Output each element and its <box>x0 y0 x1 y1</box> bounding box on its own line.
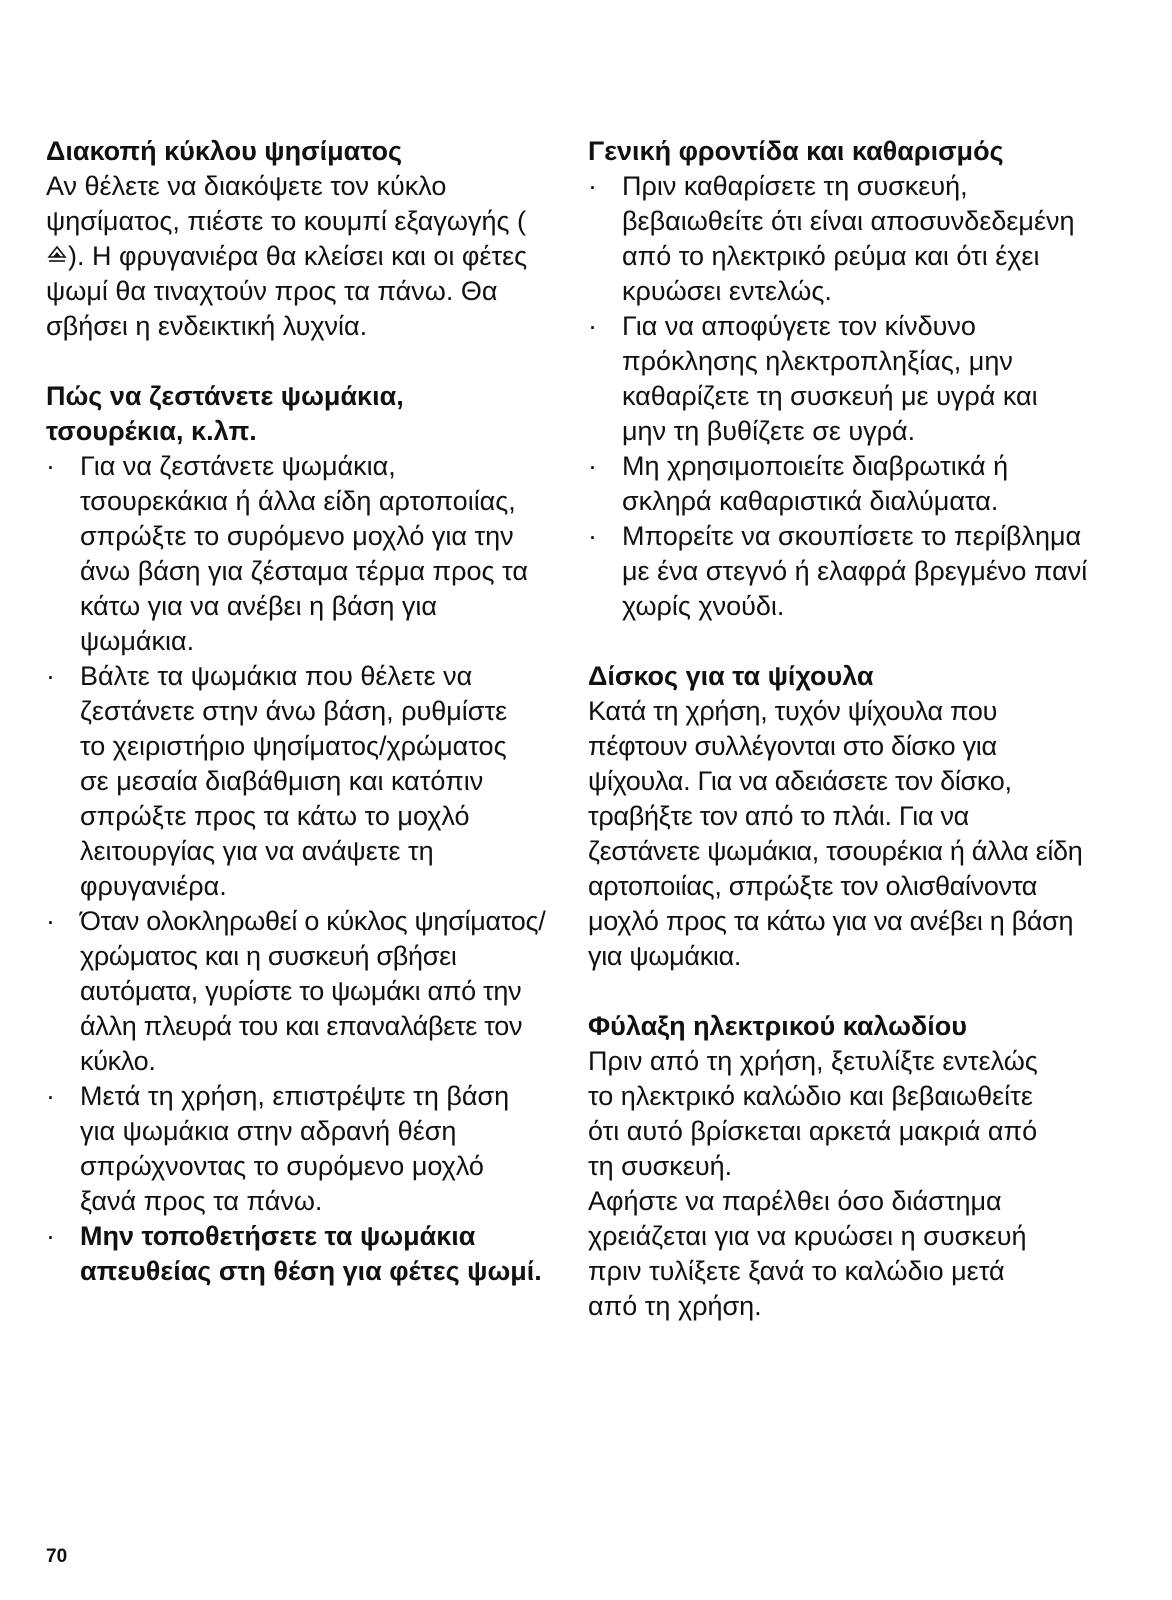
list-item-text: Για να ζεστάνετε ψωμάκια, τσουρεκάκια ή άλλα είδη αρτοποιίας, σπρώξτε το συρόμενο μοχλό για την άνω βάση για ζέσταμα τέρμα προς τα κάτω για να ανέβει η βάση για ψωμάκια. <box>80 451 528 656</box>
section-paragraph: Πριν από τη χρήση, ξετυλίξτε εντελώς το ηλεκτρικό καλώδιο και βεβαιωθείτε ότι αυτό βρίσκεται αρκετά μακριά από τη συσκευή. <box>588 1046 1038 1181</box>
section-heading: Φύλαξη ηλεκτρικού καλωδίου <box>588 1011 968 1041</box>
section-stop-toasting <box>46 134 546 344</box>
bullet-marker: · <box>46 451 55 481</box>
list-item <box>46 449 546 659</box>
list-item-text: Βάλτε τα ψωμάκια που θέλετε να ζεστάνετε στην άνω βάση, ρυθμίστε το χειριστήριο ψησίματος/χρώματος σε μεσαία διαβάθμιση και κατόπιν σπρώξτε προς τα κάτω το μοχλό λειτουργίας για να ανάψετε τη φρυγανιέρα. <box>80 661 508 901</box>
list-item <box>588 519 1088 624</box>
section-crumb-tray <box>588 659 1088 974</box>
list-item-text: Μετά τη χρήση, επιστρέψτε τη βάση για ψωμάκια στην αδρανή θέση σπρώχνοντας το συρόμενο μοχλό ξανά προς τα πάνω. <box>80 1081 510 1216</box>
bullet-marker: · <box>46 661 55 691</box>
section-paragraph <box>46 169 536 344</box>
list-item <box>46 659 510 904</box>
bullet-marker: · <box>588 171 597 201</box>
list-item <box>46 1079 546 1219</box>
eject-icon <box>46 244 68 268</box>
list-item-text: Μην τοποθετήσετε τα ψωμάκια απευθείας στη θέση για φέτες ψωμί. <box>80 1221 542 1286</box>
list-item-warning <box>46 1219 550 1289</box>
paragraph-text: Αν θέλετε να διακόψετε τον κύκλο ψησίματος, πιέστε το κουμπί εξαγωγής ( <box>46 171 526 236</box>
bullet-marker: · <box>588 521 597 551</box>
bullet-list <box>46 449 546 1289</box>
page-number: 70 <box>46 1546 68 1567</box>
right-column <box>588 134 1088 1324</box>
bullet-list <box>588 169 1088 624</box>
list-item-text: Για να αποφύγετε τον κίνδυνο πρόκλησης ηλεκτροπληξίας, μην καθαρίζετε τη συσκευή με υγρά και μην τη βυθίζετε σε υγρά. <box>622 311 1038 446</box>
bullet-marker: · <box>588 451 597 481</box>
list-item <box>588 449 1042 519</box>
list-item <box>588 169 1088 309</box>
list-item-text: Όταν ολοκληρωθεί ο κύκλος ψησίματος/ χρώματος και η συσκευή σβήσει αυτόματα, γυρίστε το ψωμάκι από την άλλη πλευρά του και επαναλάβετε τον κύκλο. <box>80 906 546 1076</box>
list-item-text: Μπορείτε να σκουπίσετε το περίβλημα με ένα στεγνό ή ελαφρά βρεγμένο πανί χωρίς χνούδι. <box>622 521 1088 621</box>
section-cord-storage <box>588 1009 1088 1324</box>
section-care-cleaning <box>588 134 1088 624</box>
section-heading: Πώς να ζεστάνετε ψωμάκια, τσουρέκια, κ.λπ. <box>46 381 404 446</box>
bullet-marker: · <box>46 1081 55 1111</box>
section-paragraph: Κατά τη χρήση, τυχόν ψίχουλα που πέφτουν συλλέγονται στο δίσκο για ψίχουλα. Για να αδειάσετε τον δίσκο, τραβήξτε τον από το πλάι. Για να ζεστάνετε ψωμάκια, τσουρέκια ή άλλα είδη αρτοποιίας, σπρώξτε τον ολισθαίνοντα μοχλό προς τα κάτω για να ανέβει η βάση για ψωμάκια. <box>588 696 1083 971</box>
bullet-marker: · <box>588 311 597 341</box>
left-column <box>46 134 546 1289</box>
section-heading: Δίσκος για τα ψίχουλα <box>588 661 874 691</box>
section-warm-buns <box>46 379 546 1289</box>
list-item-text: Μη χρησιμοποιείτε διαβρωτικά ή σκληρά καθαριστικά διαλύματα. <box>622 451 1009 516</box>
list-item-text: Πριν καθαρίσετε τη συσκευή, βεβαιωθείτε ότι είναι αποσυνδεδεμένη από το ηλεκτρικό ρεύμα και ότι έχει κρυώσει εντελώς. <box>622 171 1075 306</box>
section-paragraph: Αφήστε να παρέλθει όσο διάστημα χρειάζεται για να κρυώσει η συσκευή πριν τυλίξετε ξανά το καλώδιο μετά από τη χρήση. <box>588 1186 1027 1321</box>
bullet-marker: · <box>46 1221 55 1251</box>
bullet-marker: · <box>46 906 55 936</box>
list-item <box>588 309 1088 449</box>
paragraph-text: ). Η φρυγανιέρα θα κλείσει και οι φέτες ψωμί θα τιναχτούν προς τα πάνω. Θα σβήσει η ενδεικτική λυχνία. <box>46 241 528 341</box>
section-heading: Γενική φροντίδα και καθαρισμός <box>588 136 1004 166</box>
section-heading: Διακοπή κύκλου ψησίματος <box>46 136 403 166</box>
list-item <box>46 904 546 1079</box>
